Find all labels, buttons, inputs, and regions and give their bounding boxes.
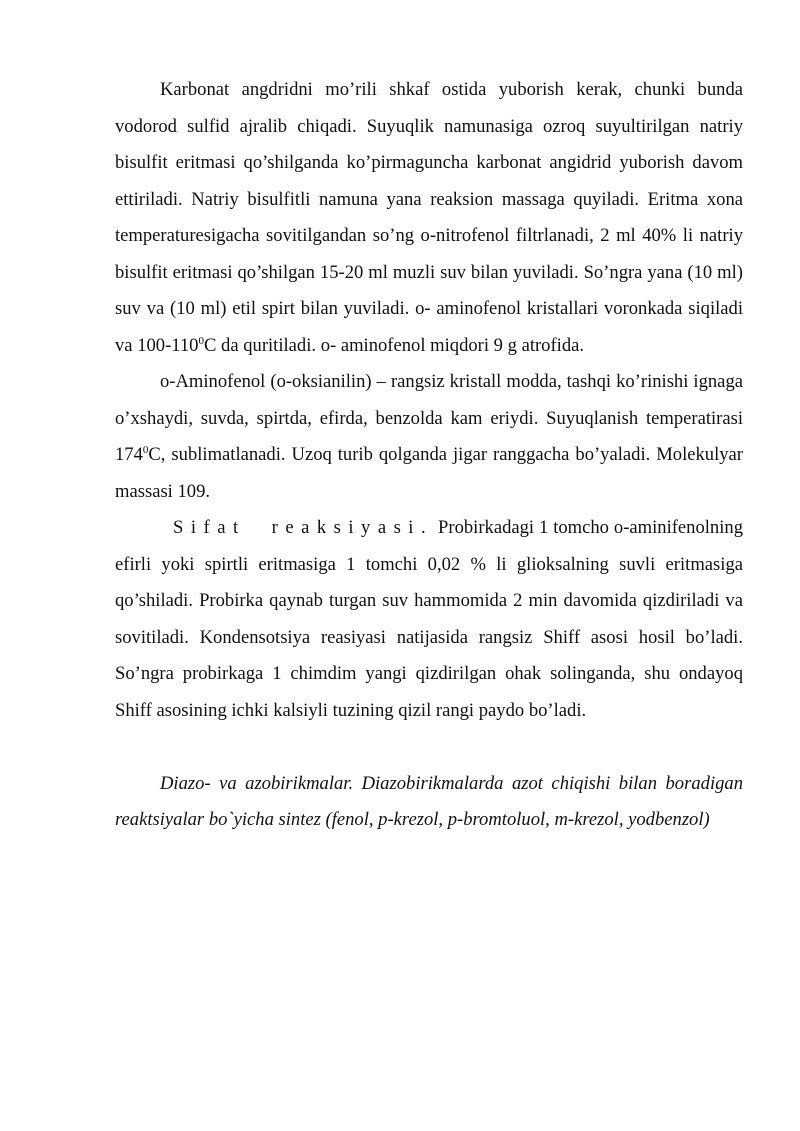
paragraph-2-text-b: C, sublimatlanadi. Uzoq turib qolganda jigar ranggacha bo’yaladi. Molekulyar massasi 109. <box>115 444 743 502</box>
paragraph-synthesis-procedure <box>115 72 743 364</box>
degree-superscript: 0 <box>142 444 149 456</box>
paragraph-3-text: Probirkadagi 1 tomcho o-aminifenolning efirli yoki spirtli eritmasiga 1 tomchi 0,02 % li glioksalning suvli eritmasiga qo’shiladi. Probirka qaynab turgan suv hammomida 2 min davomida qizdiriladi va sovitiladi. Kondensotsiya reasiyasi natijasida rangsiz Shiff asosi hosil bo’ladi. So’ngra probirkaga 1 chimdim yangi qizdirilgan ohak solinganda, shu ondayoq Shiff asosining ichki kalsiyli tuzining qizil rangi paydo bo’ladi. <box>115 517 743 721</box>
paragraph-1-text-a: Karbonat angdridni mo’rili shkaf ostida yuborish kerak, chunki bunda vodorod sulfid ajralib chiqadi. Suyuqlik namunasiga ozroq suyultirilgan natriy bisulfit eritmasi qo’shilganda ko’pirmaguncha karbonat angidrid yuborish davom ettiriladi. Natriy bisulfitli namuna yana reaksion massaga quyiladi. Eritma xona temperaturesigacha sovitilgandan so’ng o-nitrofenol filtrlanadi, 2 ml 40% li natriy bisulfit eritmasi qo’shilgan 15-20 ml muzli suv bilan yuviladi. So’ngra yana (10 ml) suv va (10 ml) etil spirt bilan yuviladi. o- aminofenol kristallari voronkada siqiladi va 100-110 <box>115 79 743 356</box>
spaced-heading-word-2: reaksiyasi. <box>271 517 434 538</box>
paragraph-2-text-a: o-Aminofenol (o-oksianilin) – rangsiz kristall modda, tashqi ko’rinishi ignaga o’xshaydi, suvda, spirtda, efirda, benzolda kam eriydi. Suyuqlanish temperatirasi 174 <box>115 371 743 465</box>
document-page <box>115 72 743 839</box>
blank-line <box>115 729 743 766</box>
paragraph-aminophenol-properties <box>115 364 743 510</box>
paragraph-1-text-b: C da quritiladi. o- aminofenol miqdori 9 g atrofida. <box>203 334 585 356</box>
spaced-heading-word-1: Sifat <box>173 517 246 538</box>
section-heading: Diazo- va azobirikmalar. Diazobirikmalarda azot chiqishi bilan boradigan reaktsiyalar bo`yicha sintez (fenol, p-krezol, p-bromtoluol, m-krezol, yodbenzol) <box>115 772 743 830</box>
paragraph-quality-reaction <box>115 510 743 729</box>
degree-superscript: 0 <box>198 334 204 347</box>
